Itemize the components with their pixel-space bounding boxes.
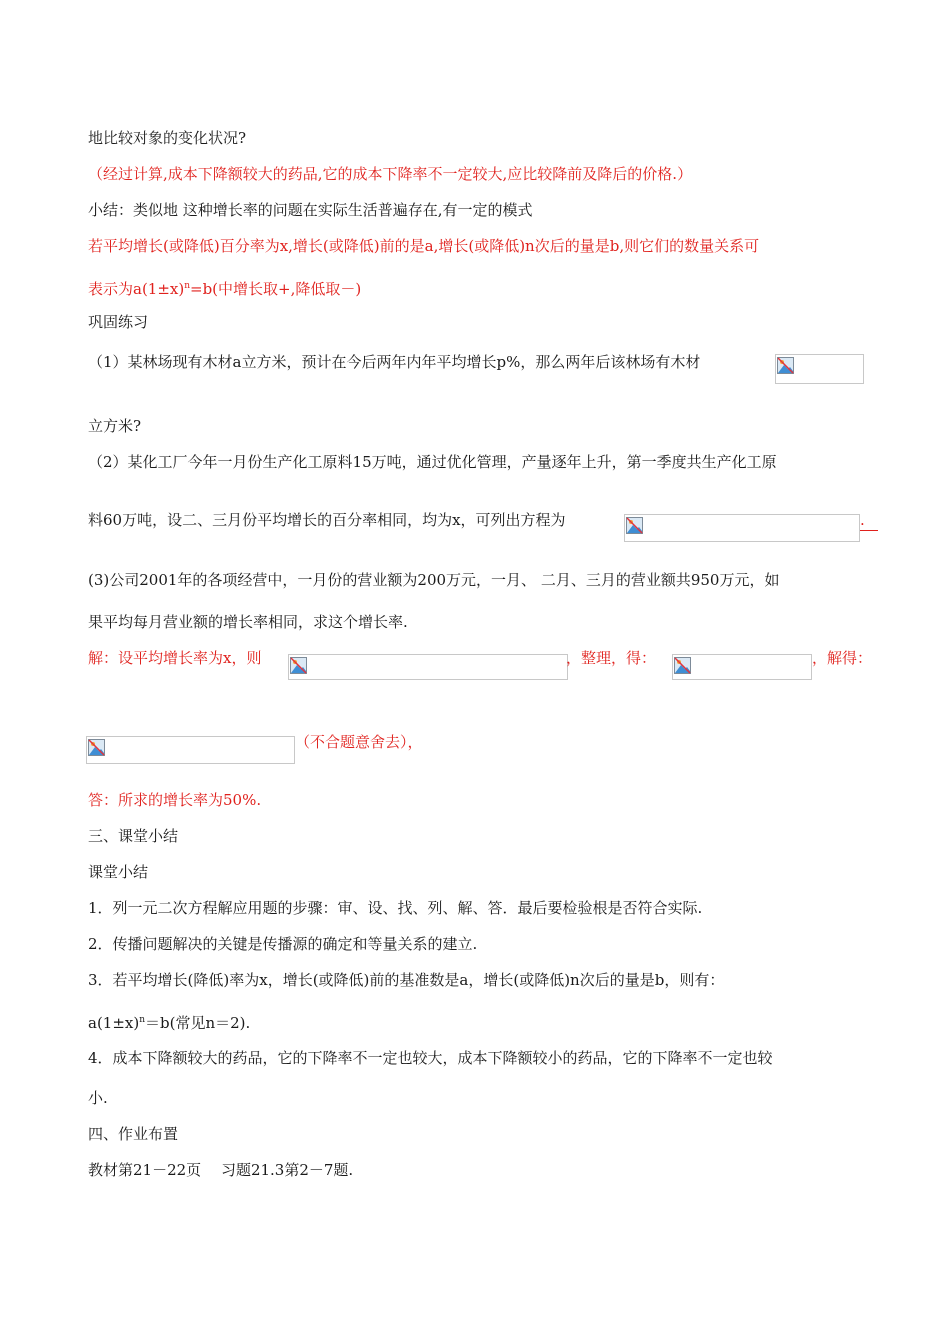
formula-image-placeholder xyxy=(288,654,568,680)
summary-item-1: 1．列一元二次方程解应用题的步骤：审、设、找、列、解、答．最后要检验根是否符合实际. xyxy=(88,899,703,917)
exercise-1-line: （1）某林场现有木材a立方米，预计在今后两年内年平均增长p%，那么两年后该林场有木材 xyxy=(88,353,701,371)
formula-image-placeholder xyxy=(775,354,864,384)
broken-image-icon xyxy=(674,657,691,674)
exercise-2-line-cont: 料60万吨，设二、三月份平均增长的百分率相同，均为x，可列出方程为 xyxy=(88,511,566,529)
formula-image-placeholder xyxy=(624,514,860,542)
answer-line: 答：所求的增长率为50%. xyxy=(88,791,262,809)
formula-text-rest: ＝b(常见n＝2). xyxy=(145,1014,251,1032)
summary-line: 小结：类似地 这种增长率的问题在实际生活普遍存在,有一定的模式 xyxy=(88,201,533,219)
solution-line-start: 解：设平均增长率为x，则 xyxy=(88,649,262,667)
formula-line xyxy=(88,276,361,299)
answer-blank-underline: . xyxy=(860,510,878,531)
formula-image-placeholder xyxy=(86,736,295,764)
broken-image-icon xyxy=(777,357,794,374)
section-heading: 三、课堂小结 xyxy=(88,827,179,845)
summary-item-3-formula xyxy=(88,1010,250,1033)
summary-item-4: 4．成本下降额较大的药品，它的下降率不一定也较大，成本下降额较小的药品，它的下降率不一定也较 xyxy=(88,1049,773,1067)
text-line: 立方米? xyxy=(88,417,142,435)
formula-description-line: 若平均增长(或降低)百分率为x,增长(或降低)前的是a,增长(或降低)n次后的量是b,则它们的数量关系可 xyxy=(88,237,760,255)
text-line: 地比较对象的变化状况? xyxy=(88,129,247,147)
rejected-root-note: （不合题意舍去）， xyxy=(295,733,423,751)
answer-line: （经过计算,成本下降额较大的药品,它的成本下降率不一定较大,应比较降前及降后的价格.） xyxy=(88,165,693,183)
formula-text-rest: =b(中增长取+,降低取－) xyxy=(190,280,362,298)
solution-line-middle: ，整理，得： xyxy=(566,649,657,667)
exercise-2-line: （2）某化工厂今年一月份生产化工原料15万吨，通过优化管理，产量逐年上升，第一季度共生产化工原 xyxy=(88,453,777,471)
summary-item-2: 2．传播问题解决的关键是传播源的确定和等量关系的建立. xyxy=(88,935,478,953)
formula-image-placeholder xyxy=(672,654,812,680)
exercise-3-line-cont: 果平均每月营业额的增长率相同，求这个增长率. xyxy=(88,613,408,631)
broken-image-icon xyxy=(88,739,105,756)
exercise-3-line: (3)公司2001年的各项经营中，一月份的营业额为200万元，一月、 二月、三月的营业额共950万元，如 xyxy=(88,571,780,589)
broken-image-icon xyxy=(626,517,643,534)
summary-item-4-cont: 小. xyxy=(88,1089,108,1107)
formula-exponent: n xyxy=(184,281,191,291)
section-heading: 巩固练习 xyxy=(88,313,149,331)
formula-text: 表示为a(1±x) xyxy=(88,280,185,298)
summary-item-3: 3．若平均增长(降低)率为x，增长(或降低)前的基准数是a，增长(或降低)n次后的量是b，则有： xyxy=(88,971,725,989)
homework-line: 教材第21－22页 习题21.3第2－7题. xyxy=(88,1161,354,1179)
broken-image-icon xyxy=(290,657,307,674)
section-heading: 课堂小结 xyxy=(88,863,149,881)
formula-text: a(1±x) xyxy=(88,1014,140,1032)
solution-line-end: ，解得： xyxy=(812,649,873,667)
formula-exponent: n xyxy=(139,1015,146,1025)
section-heading: 四、作业布置 xyxy=(88,1125,179,1143)
